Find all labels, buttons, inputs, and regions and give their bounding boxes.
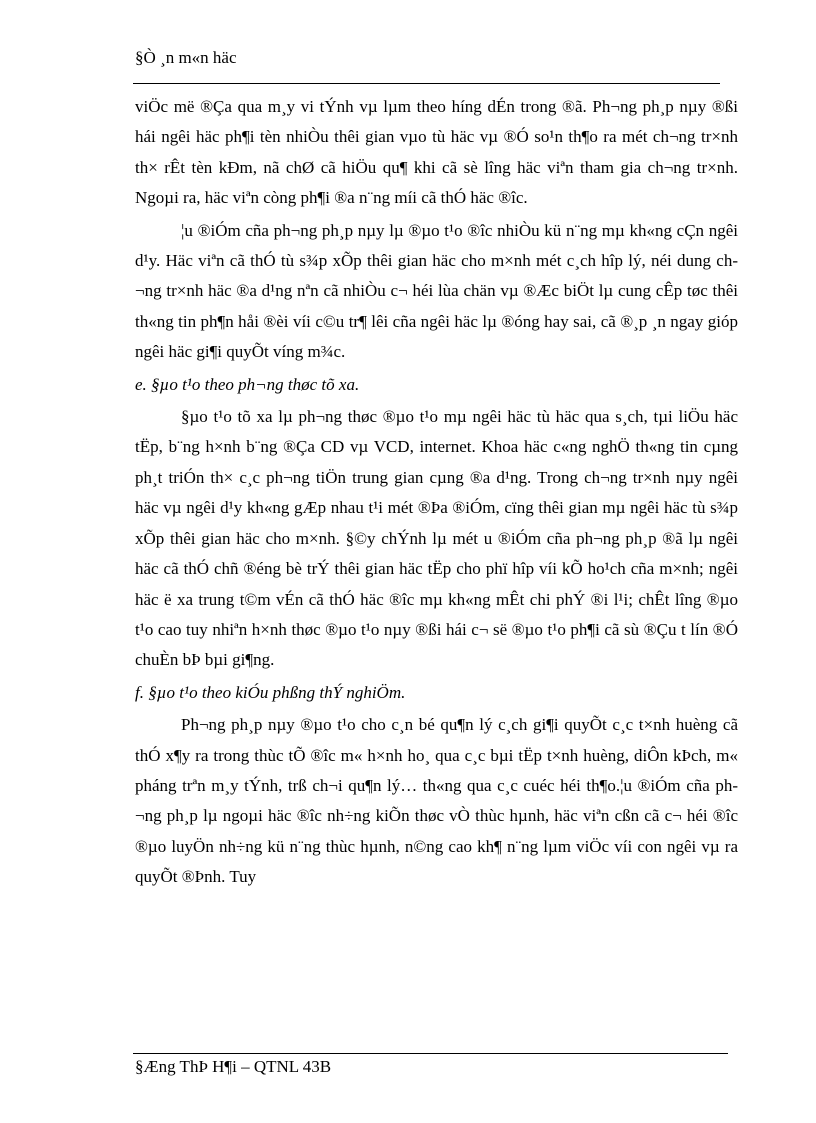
- page-footer: §Æng ThÞ H¶i – QTNL 43B: [135, 1057, 332, 1076]
- paragraph-distance-learning: §µo t¹o tõ xa lµ ph¬ng thøc ®µo t¹o mµ ngêi häc tù häc qua s¸ch, tµi liÖu häc tËp, b¨ng h×nh b¨ng ®Ça CD vµ VCD, internet. Khoa häc c«ng nghÖ th«ng tin cµng ph¸t triÓn th× c¸c ph¬ng tiÖn trung gian cµng ®a d¹ng. Trong ch¬ng tr×nh nµy ngêi häc vµ ngêi d¹y kh«ng gÆp nhau t¹i mét ®Þa ®iÓm, cïng thêi gian mµ ngêi häc tù s¾p xÕp thêi gian häc cho m×nh. §©y chÝnh lµ mét u ®iÓm cña ph¬ng ph¸p ®ã lµ ngêi häc cã thÓ chñ ®éng bè trÝ thêi gian häc tËp cho phï hîp víi kÕ ho¹ch cña m×nh; ngêi häc ë xa trung t©m vÉn cã thÓ häc ®îc mµ kh«ng mÊt chi phÝ ®i l¹i; chÊt lîng ®µo t¹o cao tuy nhiªn h×nh thøc ®µo t¹o nµy ®ßi hái c¬ së ®µo t¹o ph¶i cã sù ®Çu t lín ®Ó chuÈn bÞ bµi gi¶ng.: [135, 407, 738, 670]
- footer-divider: [133, 1053, 728, 1054]
- section-heading-e: e. §µo t¹o theo ph¬ng thøc tõ xa.: [135, 374, 360, 394]
- paragraph-laboratory: Ph¬ng ph¸p nµy ®µo t¹o cho c¸n bé qu¶n lý c¸ch gi¶i quyÕt c¸c t×nh huèng cã thÓ x¶y ra trong thùc tÕ ®îc m« h×nh ho¸ qua c¸c bµi tËp t×nh huèng, diÔn kÞch, m« pháng trªn m¸y tÝnh, trß ch¬i qu¶n lý… th«ng qua c¸c cuéc héi th¶o.¦u ®iÓm cña ph¬ng ph¸p lµ ngoµi häc ®îc nh÷ng kiÕn thøc vÒ thùc hµnh, häc viªn cßn cã c¬ héi ®îc ®µo luyÖn nh÷ng kü n¨ng thùc hµnh, n©ng cao kh¶ n¨ng lµm viÖc víi con ngêi vµ ra quyÕt ®Þnh. Tuy: [135, 715, 738, 887]
- document-body: [135, 92, 738, 895]
- paragraph-continuation: viÖc më ®Ça qua m¸y vi tÝnh vµ lµm theo híng dÉn trong ®ã. Ph¬ng ph¸p nµy ®ßi hái ngêi häc ph¶i tèn nhiÒu thêi gian vµo tù häc vµ ®Ó so¹n th¶o ra mét ch¬ng tr×nh th× rÊt tèn kÐm, nã chØ cã hiÖu qu¶ khi cã sè lîng häc viªn tham gia ch¬ng tr×nh. Ngoµi ra, häc viªn còng ph¶i ®a n¨ng míi cã thÓ häc ®îc.: [135, 97, 738, 208]
- page-header: §Ò ¸n m«n häc: [135, 48, 237, 67]
- paragraph-advantages: ¦u ®iÓm cña ph¬ng ph¸p nµy lµ ®µo t¹o ®îc nhiÒu kü n¨ng mµ kh«ng cÇn ngêi d¹y. Häc viªn cã thÓ tù s¾p xÕp thêi gian häc cho m×nh mét c¸ch hîp lý, néi dung ch¬ng tr×nh häc ®a d¹ng nªn cã nhiÒu c¬ héi lùa chän vµ ®Æc biÖt lµ cung cÊp tøc thêi th«ng tin ph¶n håi ®èi víi c©u tr¶ lêi cña ngêi häc lµ ®óng hay sai, cã ®¸p ¸n ngay gióp ngêi häc gi¶i quyÕt víng m¾c.: [135, 220, 738, 362]
- section-heading-f: f. §µo t¹o theo kiÓu phßng thÝ nghiÖm.: [135, 682, 406, 702]
- header-divider: [133, 83, 720, 84]
